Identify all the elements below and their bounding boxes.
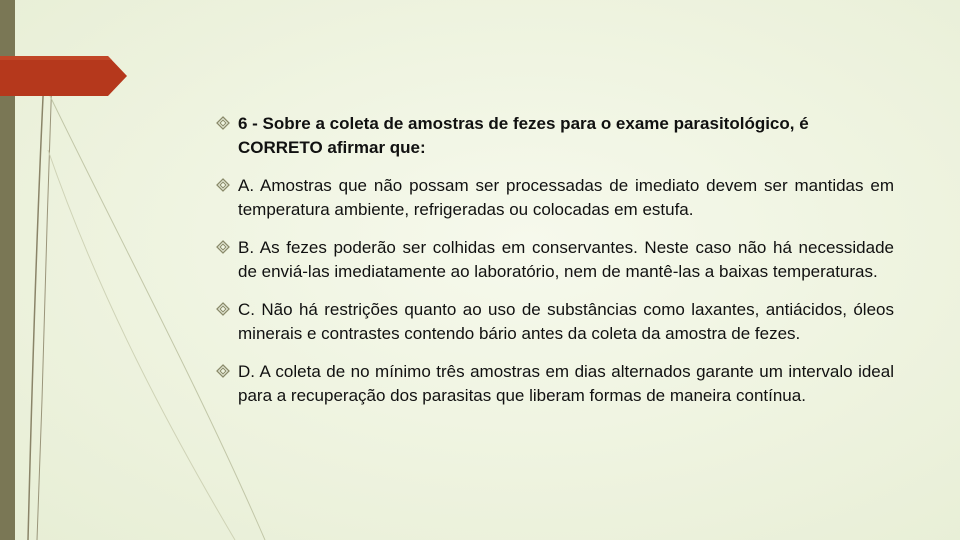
option-a-text: A. Amostras que não possam ser processadas de imediato devem ser mantidas em temperatura ambiente, refrigeradas ou colocadas em estufa. — [238, 176, 894, 219]
question-text: 6 - Sobre a coleta de amostras de fezes para o exame parasitológico, é CORRETO afirmar que: — [238, 114, 809, 157]
option-c-text: C. Não há restrições quanto ao uso de substâncias como laxantes, antiácidos, óleos minerais e contrastes contendo bário antes da coleta da amostra de fezes. — [238, 300, 894, 343]
diamond-bullet-icon — [216, 236, 238, 260]
option-d-bullet — [216, 360, 894, 408]
diamond-bullet-icon — [216, 298, 238, 322]
diamond-bullet-icon — [216, 174, 238, 198]
diamond-bullet-icon — [216, 360, 238, 384]
option-d-text: D. A coleta de no mínimo três amostras em dias alternados garante um intervalo ideal para a recuperação dos parasitas que liberam formas de maneira contínua. — [238, 362, 894, 405]
option-c-bullet — [216, 298, 894, 346]
slide-content — [216, 112, 894, 422]
option-a-bullet — [216, 174, 894, 222]
option-b-bullet — [216, 236, 894, 284]
diamond-bullet-icon — [216, 112, 238, 136]
accent-tab — [0, 56, 127, 96]
question-bullet — [216, 112, 894, 160]
option-b-text: B. As fezes poderão ser colhidas em conservantes. Neste caso não há necessidade de enviá-las imediatamente ao laboratório, nem de mantê-las a baixas temperaturas. — [238, 238, 894, 281]
